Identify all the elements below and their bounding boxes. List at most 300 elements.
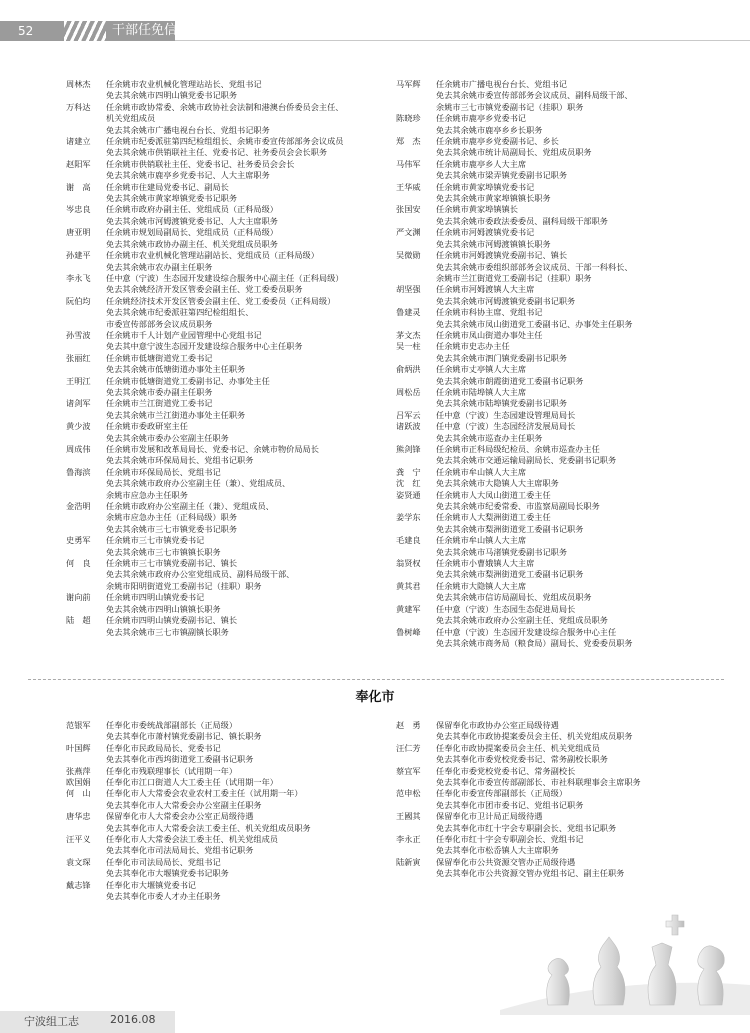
- person-name: 鲁海滨: [66, 466, 91, 477]
- appointment-text: [106, 182, 396, 205]
- person-name: 李永正: [396, 834, 421, 845]
- appointment-line: 任奉化市大堰镇党委书记: [106, 879, 197, 890]
- appointment-entry: [396, 307, 726, 330]
- person-name: 王國其: [396, 811, 421, 822]
- appointment-entry: [396, 364, 726, 387]
- fenghua-left-column: [66, 720, 396, 903]
- appointment-line: 免去其余姚市广播电视台台长、党组书记职务: [106, 124, 270, 135]
- appointment-text: [106, 857, 396, 880]
- appointment-line: 任余姚市环保局局长、党组书记: [106, 466, 221, 477]
- appointment-line: 任中意（宁波）生态园建设管理局局长: [436, 409, 576, 420]
- appointment-text: [436, 535, 726, 558]
- appointment-line: 任余姚市鹿亭乡人大主席: [436, 158, 527, 169]
- appointment-entry: [396, 250, 726, 284]
- person-name: 鲁建灵: [396, 307, 421, 318]
- appointment-entry: [66, 204, 396, 227]
- person-name: 岑忠良: [66, 204, 91, 215]
- appointment-line: 免去其余姚市河姆渡镇党委书记、人大主席职务: [106, 215, 278, 226]
- appointment-line: 任奉化市人大常委会农业农村工委主任（试用期一年）: [106, 788, 303, 799]
- appointment-line: 任余姚市广播电视台台长、党组书记: [436, 79, 568, 89]
- appointment-line: 免去其余姚市纪委派驻第四纪检组组长、: [106, 307, 254, 318]
- appointment-line: 免去其奉化市委人才办主任职务: [106, 891, 221, 902]
- person-name: 胡坚强: [396, 284, 421, 295]
- appointment-line: 免去其余姚市低塘街道办事处主任职务: [106, 364, 246, 375]
- appointment-line: 任余姚市丈亭镇人大主席: [436, 364, 527, 375]
- issue-date: 2016.08: [110, 1013, 156, 1026]
- person-name: 万科达: [66, 101, 91, 112]
- appointment-entry: [396, 720, 726, 743]
- person-name: 熊剑锋: [396, 444, 421, 454]
- appointment-line: 任中意（宁波）生态园生态促进局局长: [436, 603, 576, 614]
- appointment-entry: [396, 834, 726, 857]
- appointment-line: 免去其余姚市四明山镇党委书记职务: [106, 90, 238, 101]
- appointment-text: [106, 376, 396, 399]
- person-name: 袁文琛: [66, 856, 91, 867]
- appointment-line: 免去其奉化市团市委书记、党组书记职务: [436, 799, 584, 810]
- person-name: 赵阳军: [66, 158, 91, 169]
- page-number: 52: [18, 24, 34, 38]
- left-column: [66, 79, 396, 638]
- appointment-text: [436, 307, 726, 330]
- appointment-entry: [66, 615, 396, 638]
- appointment-text: [106, 296, 396, 330]
- appointment-text: [436, 444, 726, 467]
- appointment-text: [436, 581, 726, 604]
- appointment-line: 任奉化市红十字会专职副会长、党组书记: [436, 834, 584, 845]
- appointment-line: 任余姚市河姆渡镇党委书记: [436, 227, 535, 238]
- appointment-line: 免去其奉化市委宣传部副部长、市社科联理事会主席职务: [436, 777, 641, 788]
- appointment-line: 任余姚市小曹娥镇人大主席: [436, 558, 535, 569]
- appointment-text: [106, 204, 396, 227]
- appointment-entry: [396, 284, 726, 307]
- person-name: 吴微勋: [396, 250, 421, 261]
- person-name: 张国安: [396, 204, 421, 215]
- person-name: 张燕萍: [66, 765, 91, 776]
- person-name: 赵 勇: [396, 720, 421, 730]
- appointment-text: [436, 204, 726, 227]
- person-name: 王明江: [66, 375, 91, 386]
- appointment-line: 免去其余姚市交通运输局副局长、党委副书记职务: [436, 455, 617, 466]
- appointment-line: 余姚市兰江街道党工委副书记（挂职）职务: [436, 272, 592, 283]
- appointment-text: [436, 811, 726, 834]
- appointment-text: [436, 79, 726, 113]
- appointment-line: 免去其余姚经济开发区管委会副主任、党工委委员职务: [106, 284, 303, 295]
- appointment-line: 任奉化市残联理事长（试用期一年）: [106, 765, 238, 776]
- appointment-line: 任余姚市千人计划产业园管理中心党组书记: [106, 329, 262, 340]
- appointment-entry: [66, 788, 396, 811]
- person-name: 金浩明: [66, 501, 91, 512]
- appointment-line: 任奉化市委统战部副部长（正局级）: [106, 720, 238, 730]
- appointment-entry: [396, 535, 726, 558]
- appointment-text: [106, 615, 396, 638]
- appointment-line: 任奉化市民政局局长、党委书记: [106, 742, 221, 753]
- appointment-text: [106, 79, 396, 102]
- appointment-entry: [66, 444, 396, 467]
- appointment-text: [436, 227, 726, 250]
- appointment-text: [436, 467, 726, 478]
- appointment-line: 任余姚市四明山镇党委书记: [106, 592, 205, 603]
- appointment-text: [106, 880, 396, 903]
- appointment-line: 免去其奉化市公共资源交管办党组书记、副主任职务: [436, 868, 625, 879]
- appointment-line: 免去其奉化市萧村镇党委副书记、镇长职务: [106, 731, 262, 742]
- appointment-entry: [66, 330, 396, 353]
- appointment-line: 免去其余姚市梁弄镇党委副书记职务: [436, 170, 568, 181]
- appointment-line: 免去其奉化市人大常委会办公室副主任职务: [106, 799, 262, 810]
- appointment-text: [106, 811, 396, 834]
- appointment-line: 免去其余姚市梨洲街道党工委副书记职务: [436, 569, 584, 580]
- appointment-text: [436, 364, 726, 387]
- header-stripes: [64, 21, 106, 41]
- person-name: 欧国娟: [66, 777, 91, 788]
- person-name: 陆 超: [66, 615, 91, 626]
- appointment-text: [106, 159, 396, 182]
- appointment-line: 任余姚市政府办副主任、党组成员（正科局级）: [106, 204, 278, 215]
- appointment-line: 任余姚市史志办主任: [436, 341, 510, 352]
- appointment-line: 任余姚市河姆渡镇党委副书记、镇长: [436, 250, 568, 261]
- person-name: 郑 杰: [396, 136, 421, 147]
- appointment-line: 免去其余姚市政协办副主任、机关党组成员职务: [106, 238, 278, 249]
- appointment-line: 免去其奉化市委党校党委书记、常务副校长职务: [436, 754, 608, 765]
- appointment-line: 任余姚市人大凤山街道工委主任: [436, 489, 551, 500]
- appointment-entry: [66, 777, 396, 788]
- appointment-text: [106, 227, 396, 250]
- appointment-entry: [66, 136, 396, 159]
- appointment-line: 任余姚市三七市镇党委副书记、镇长: [106, 558, 238, 569]
- appointment-line: 任中意（宁波）生态园开发建设综合服务中心副主任（正科局级）: [106, 272, 344, 283]
- appointment-text: [436, 478, 726, 489]
- person-name: 谢向前: [66, 592, 91, 603]
- appointment-text: [106, 720, 396, 743]
- appointment-entry: [66, 592, 396, 615]
- person-name: 阮伯均: [66, 295, 91, 306]
- person-name: 陈晓珍: [396, 113, 421, 124]
- appointment-line: 任余姚市大隐镇人大主席: [436, 580, 527, 591]
- appointment-entry: [66, 743, 396, 766]
- appointment-text: [106, 353, 396, 376]
- appointment-text: [436, 387, 726, 410]
- appointment-line: 余姚市阳明街道党工委副书记（挂职）职务: [106, 580, 262, 591]
- header-rule: [175, 40, 750, 41]
- appointment-text: [106, 834, 396, 857]
- appointment-entry: [396, 788, 726, 811]
- person-name: 汪平义: [66, 834, 91, 845]
- appointment-text: [106, 250, 396, 273]
- appointment-text: [106, 558, 396, 592]
- appointment-text: [436, 113, 726, 136]
- appointment-line: 任余姚市牟山镇人大主席: [436, 535, 527, 546]
- appointment-text: [436, 341, 726, 364]
- appointment-text: [436, 627, 726, 650]
- appointment-entry: [396, 627, 726, 650]
- person-name: 黄其君: [396, 580, 421, 591]
- appointment-line: 任余姚经济技术开发区管委会副主任、党工委委员（正科局级）: [106, 295, 336, 306]
- appointment-entry: [66, 766, 396, 777]
- appointment-line: 余姚市三七市镇党委副书记（挂职）职务: [436, 101, 584, 112]
- appointment-line: 免去其奉化市松岙镇人大主席职务: [436, 845, 559, 856]
- appointment-line: 免去其余姚市鹿亭乡乡长职务: [436, 124, 543, 135]
- person-name: 范银军: [66, 720, 91, 730]
- person-name: 李永飞: [66, 272, 91, 283]
- appointment-text: [436, 788, 726, 811]
- appointment-line: 任余姚市凤山街道办事处主任: [436, 329, 543, 340]
- appointment-text: [436, 284, 726, 307]
- appointment-line: 免去其余姚市统计局副局长、党组成员职务: [436, 147, 592, 158]
- appointment-entry: [66, 182, 396, 205]
- appointment-line: 免去其余姚市泗门镇党委副书记职务: [436, 352, 568, 363]
- appointment-line: 任余姚市鹿亭乡党委副书记、乡长: [436, 136, 559, 147]
- appointment-entry: [396, 581, 726, 604]
- appointment-text: [436, 834, 726, 857]
- appointment-line: 免去其余姚市梨洲街道党工委副书记职务: [436, 523, 584, 534]
- appointment-line: 免去其余姚市巡查办主任职务: [436, 432, 543, 443]
- person-name: 周成伟: [66, 444, 91, 454]
- appointment-line: 免去其余姚市鹿亭乡党委书记、人大主席职务: [106, 170, 270, 181]
- person-name: 何 良: [66, 558, 91, 569]
- person-name: 吕军云: [396, 409, 421, 420]
- appointment-line: 免去其余姚市政府办公室副主任（兼）、党组成员、: [106, 478, 291, 489]
- person-name: 谢 高: [66, 181, 91, 192]
- appointment-line: 免去其余姚市委宣传部部务会议成员、副科局级干部、: [436, 90, 633, 101]
- appointment-line: 任余姚市纪委派驻第四纪检组组长、余姚市委宣传部部务会议成员: [106, 136, 344, 147]
- appointment-text: [106, 535, 396, 558]
- appointment-entry: [396, 410, 726, 421]
- appointment-line: 免去其余姚市四明山镇镇长职务: [106, 603, 221, 614]
- section-divider: [28, 679, 724, 680]
- appointment-line: 免去其余姚市三七市镇镇长职务: [106, 546, 221, 557]
- appointment-line: 任余姚市发展和改革局局长、党委书记、余姚市物价局局长: [106, 444, 319, 454]
- appointment-entry: [396, 113, 726, 136]
- appointment-line: 任余姚市兰江街道党工委书记: [106, 398, 213, 409]
- appointment-entry: [66, 398, 396, 421]
- person-name: 王华威: [396, 181, 421, 192]
- appointment-line: 免去其余姚市河姆渡镇党委副书记职务: [436, 295, 576, 306]
- appointment-text: [436, 604, 726, 627]
- appointment-line: 免去其余姚市委政法委委员、副科局级干部职务: [436, 215, 608, 226]
- appointment-entry: [396, 136, 726, 159]
- appointment-line: 免去其余姚市农办副主任职务: [106, 261, 213, 272]
- appointment-line: 任余姚市规划局副局长、党组成员（正科局级）: [106, 227, 278, 238]
- appointment-text: [436, 421, 726, 444]
- appointment-entry: [66, 535, 396, 558]
- appointment-line: 免去其奉化市西坞街道党工委副书记职务: [106, 754, 254, 765]
- appointment-line: 任余姚市河姆渡镇人大主席: [436, 284, 535, 295]
- appointment-line: 免去其中意宁波生态园开发建设综合服务中心主任职务: [106, 341, 303, 352]
- person-name: 周林杰: [66, 79, 91, 89]
- appointment-line: 任余姚市供销联社主任、党委书记、社务委员会会长: [106, 158, 295, 169]
- appointment-line: 任奉化市委宣传部副部长（正局级）: [436, 788, 568, 799]
- appointment-entry: [396, 421, 726, 444]
- appointment-line: 免去其余姚市朗霞街道党工委副书记职务: [436, 375, 584, 386]
- appointment-text: [106, 102, 396, 136]
- person-name: 马军辉: [396, 79, 421, 89]
- appointment-entry: [396, 387, 726, 410]
- appointment-text: [436, 410, 726, 421]
- appointment-line: 免去其奉化市大堰镇党委书记职务: [106, 868, 229, 879]
- appointment-text: [106, 743, 396, 766]
- person-name: 茅文杰: [396, 329, 421, 340]
- appointment-text: [106, 398, 396, 421]
- person-name: 叶国辉: [66, 742, 91, 753]
- appointment-line: 免去其余姚市陆埠镇党委副书记职务: [436, 398, 568, 409]
- person-name: 姜学东: [396, 512, 421, 523]
- appointment-line: 免去其奉化市人大常委会法工委主任、机关党组成员职务: [106, 822, 311, 833]
- appointment-entry: [66, 811, 396, 834]
- appointment-line: 任余姚市黄家埠镇党委书记: [436, 181, 535, 192]
- appointment-line: 余姚市应急办主任职务: [106, 489, 188, 500]
- appointment-text: [436, 558, 726, 581]
- appointment-text: [436, 766, 726, 789]
- appointment-entry: [66, 250, 396, 273]
- appointment-entry: [66, 227, 396, 250]
- appointment-entry: [66, 720, 396, 743]
- appointment-line: 保留奉化市人大常委会办公室正局级待遇: [106, 811, 254, 822]
- appointment-entry: [66, 421, 396, 444]
- appointment-entry: [396, 182, 726, 205]
- appointment-text: [106, 136, 396, 159]
- appointment-line: 任余姚市住建局党委书记、副局长: [106, 181, 229, 192]
- appointment-line: 免去其余姚市凤山街道党工委副书记、办事处主任职务: [436, 318, 633, 329]
- appointment-text: [436, 857, 726, 880]
- appointment-line: 免去其余姚市兰江街道办事处主任职务: [106, 409, 246, 420]
- person-name: 范申松: [396, 788, 421, 799]
- person-name: 陆新寅: [396, 856, 421, 867]
- fenghua-right-column: [396, 720, 726, 880]
- right-column: [396, 79, 726, 649]
- appointment-line: 免去其余姚市商务局（粮食局）副局长、党委委员职务: [436, 637, 633, 648]
- appointment-line: 任余姚市三七市镇党委书记: [106, 535, 205, 546]
- magazine-name: 宁波组工志: [24, 1015, 79, 1028]
- appointment-text: [436, 330, 726, 341]
- appointment-line: 免去其余姚市三七市镇副镇长职务: [106, 626, 229, 637]
- appointment-line: 任余姚市陆埠镇人大主席: [436, 386, 527, 397]
- appointment-entry: [396, 79, 726, 113]
- appointment-text: [106, 592, 396, 615]
- appointment-entry: [66, 273, 396, 296]
- appointment-entry: [66, 857, 396, 880]
- person-name: 龚 宁: [396, 466, 421, 477]
- appointment-line: 任余姚市四明山镇党委副书记、镇长: [106, 615, 238, 626]
- person-name: 翁贤权: [396, 558, 421, 569]
- appointment-line: 免去其余姚市信访局副局长、党组成员职务: [436, 592, 592, 603]
- appointment-line: 任余姚市人大梨洲街道工委主任: [436, 512, 551, 523]
- appointment-text: [106, 421, 396, 444]
- appointment-line: 免去其余姚市委办公室副主任职务: [106, 432, 229, 443]
- appointment-entry: [396, 341, 726, 364]
- appointment-line: 任余姚市正科局级纪检员、余姚市巡查办主任: [436, 444, 600, 454]
- appointment-entry: [396, 490, 726, 513]
- appointment-entry: [66, 296, 396, 330]
- appointment-text: [106, 330, 396, 353]
- appointment-text: [436, 720, 726, 743]
- appointment-line: 免去其余姚市三七市镇党委书记职务: [106, 523, 238, 534]
- appointment-line: 免去其余姚市大隐镇人大主席职务: [436, 478, 559, 489]
- appointment-entry: [396, 467, 726, 478]
- person-name: 周松岳: [396, 386, 421, 397]
- appointment-line: 任余姚市低塘街道党工委书记: [106, 352, 213, 363]
- appointment-line: 任奉化市司法局局长、党组书记: [106, 856, 221, 867]
- appointment-line: 免去其余姚市政府办公室党组成员、副科局级干部、: [106, 569, 295, 580]
- appointment-entry: [396, 227, 726, 250]
- page-footer: [0, 990, 750, 1033]
- person-name: 吴一柱: [396, 341, 421, 352]
- appointment-entry: [396, 159, 726, 182]
- appointment-line: 任奉化市人大常委会法工委主任、机关党组成员: [106, 834, 278, 845]
- appointment-entry: [396, 766, 726, 789]
- appointment-text: [436, 743, 726, 766]
- appointment-entry: [66, 79, 396, 102]
- person-name: 鲁树峰: [396, 626, 421, 637]
- appointment-line: 免去其余姚市环保局局长、党组书记职务: [106, 455, 254, 466]
- appointment-entry: [396, 204, 726, 227]
- appointment-entry: [66, 102, 396, 136]
- appointment-line: 任余姚市低塘街道党工委副书记、办事处主任: [106, 375, 270, 386]
- appointment-line: 任余姚市委政研室主任: [106, 421, 188, 432]
- appointment-entry: [66, 501, 396, 535]
- appointment-entry: [66, 558, 396, 592]
- appointment-text: [106, 467, 396, 501]
- appointment-line: 任余姚市政协常委、余姚市政协社会法制和港澳台侨委员会主任、: [106, 101, 344, 112]
- appointment-text: [106, 444, 396, 467]
- person-name: 马伟军: [396, 158, 421, 169]
- appointment-line: 任余姚市政府办公室副主任（兼）、党组成员、: [106, 501, 274, 512]
- appointment-entry: [396, 512, 726, 535]
- appointment-text: [436, 490, 726, 513]
- person-name: 蔡宜军: [396, 765, 421, 776]
- appointment-text: [436, 512, 726, 535]
- appointment-line: 免去其奉化市司法局局长、党组书记职务: [106, 845, 254, 856]
- appointment-text: [436, 159, 726, 182]
- person-name: 汪仁芳: [396, 742, 421, 753]
- appointment-text: [106, 501, 396, 535]
- appointment-entry: [66, 353, 396, 376]
- person-name: 诸跃波: [396, 421, 421, 432]
- appointment-entry: [396, 743, 726, 766]
- appointment-entry: [396, 478, 726, 489]
- appointment-line: 机关党组成员: [106, 113, 156, 124]
- appointment-line: 任奉化市委党校党委书记、常务副校长: [436, 765, 576, 776]
- appointment-text: [436, 250, 726, 284]
- person-name: 唐华忠: [66, 811, 91, 822]
- appointment-line: 免去其奉化市红十字会专职副会长、党组书记职务: [436, 822, 617, 833]
- section-title: 奉化市: [355, 690, 395, 705]
- person-name: 沈 红: [396, 478, 421, 489]
- appointment-entry: [396, 811, 726, 834]
- appointment-line: 任余姚市鹿亭乡党委书记: [436, 113, 527, 124]
- appointment-line: 任余姚市牟山镇人大主席: [436, 466, 527, 477]
- appointment-text: [436, 182, 726, 205]
- appointment-line: 保留奉化市公共资源交管办正局级待遇: [436, 856, 576, 867]
- person-name: 何 山: [66, 788, 91, 799]
- appointment-line: 免去其余姚市黄家埠镇镇长职务: [436, 193, 551, 204]
- person-name: 孙建平: [66, 250, 91, 261]
- appointment-entry: [66, 376, 396, 399]
- person-name: 诸建立: [66, 136, 91, 147]
- appointment-line: 免去其余姚市马渚镇党委副书记职务: [436, 546, 568, 557]
- appointment-line: 免去其余姚市供销联社主任、党委书记、社务委员会会长职务: [106, 147, 328, 158]
- person-name: 姿贤通: [396, 489, 421, 500]
- appointment-line: 免去其余姚市河姆渡镇镇长职务: [436, 238, 551, 249]
- page-header: [0, 0, 750, 52]
- person-name: 孙雪波: [66, 329, 91, 340]
- appointment-line: 任余姚市农业机械化管理站副站长、党组成员（正科局级）: [106, 250, 319, 261]
- appointment-text: [106, 777, 396, 788]
- appointment-line: 任余姚市黄家埠镇镇长: [436, 204, 518, 215]
- person-name: 严文渊: [396, 227, 421, 238]
- person-name: 黄建军: [396, 603, 421, 614]
- person-name: 戴志锋: [66, 879, 91, 890]
- person-name: 诸剑军: [66, 398, 91, 409]
- appointment-line: 任余姚市农业机械化管理站站长、党组书记: [106, 79, 262, 89]
